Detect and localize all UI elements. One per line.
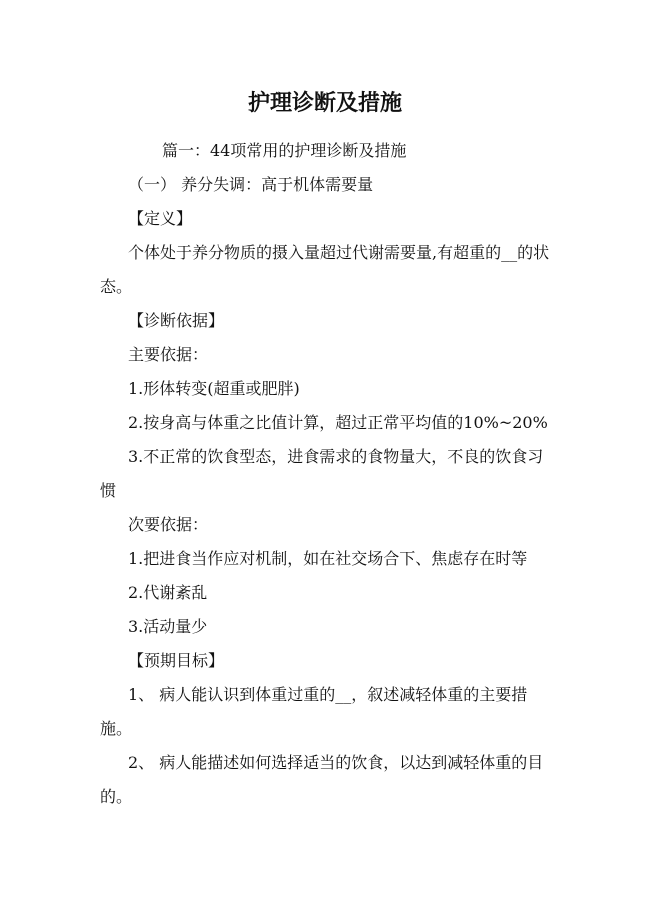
list-item: 3.活动量少 [128,617,208,636]
secondary-basis-label: 次要依据： [128,515,209,534]
definition-text: 个体处于养分物质的摄入量超过代谢需要量,有超重的__的状态。 [100,243,550,296]
list-item: 2.按身高与体重之比值计算，超过正常平均值的10%~20% [128,413,548,432]
diagnosis-basis-heading: 【诊断依据】 [128,311,225,330]
primary-basis-label: 主要依据： [128,345,209,364]
list-item: 1.形体转变(超重或肥胖) [128,379,300,398]
chapter-heading: 篇一：44项常用的护理诊断及措施 [162,141,407,160]
list-item: 2、 病人能描述如何选择适当的饮食，以达到减轻体重的目的。 [100,753,544,806]
document-title: 护理诊断及措施 [247,91,402,116]
definition-heading: 【定义】 [128,209,193,228]
expected-goals-heading: 【预期目标】 [128,651,225,670]
list-item: 2.代谢紊乱 [128,583,208,602]
document-body [100,134,555,814]
list-item: 3.不正常的饮食型态，进食需求的食物量大，不良的饮食习惯 [100,447,544,500]
section-heading: （一） 养分失调：高于机体需要量 [128,175,374,194]
list-item: 1、 病人能认识到体重过重的__，叙述减轻体重的主要措施。 [100,685,528,738]
list-item: 1.把进食当作应对机制，如在社交场合下、焦虑存在时等 [128,549,528,568]
